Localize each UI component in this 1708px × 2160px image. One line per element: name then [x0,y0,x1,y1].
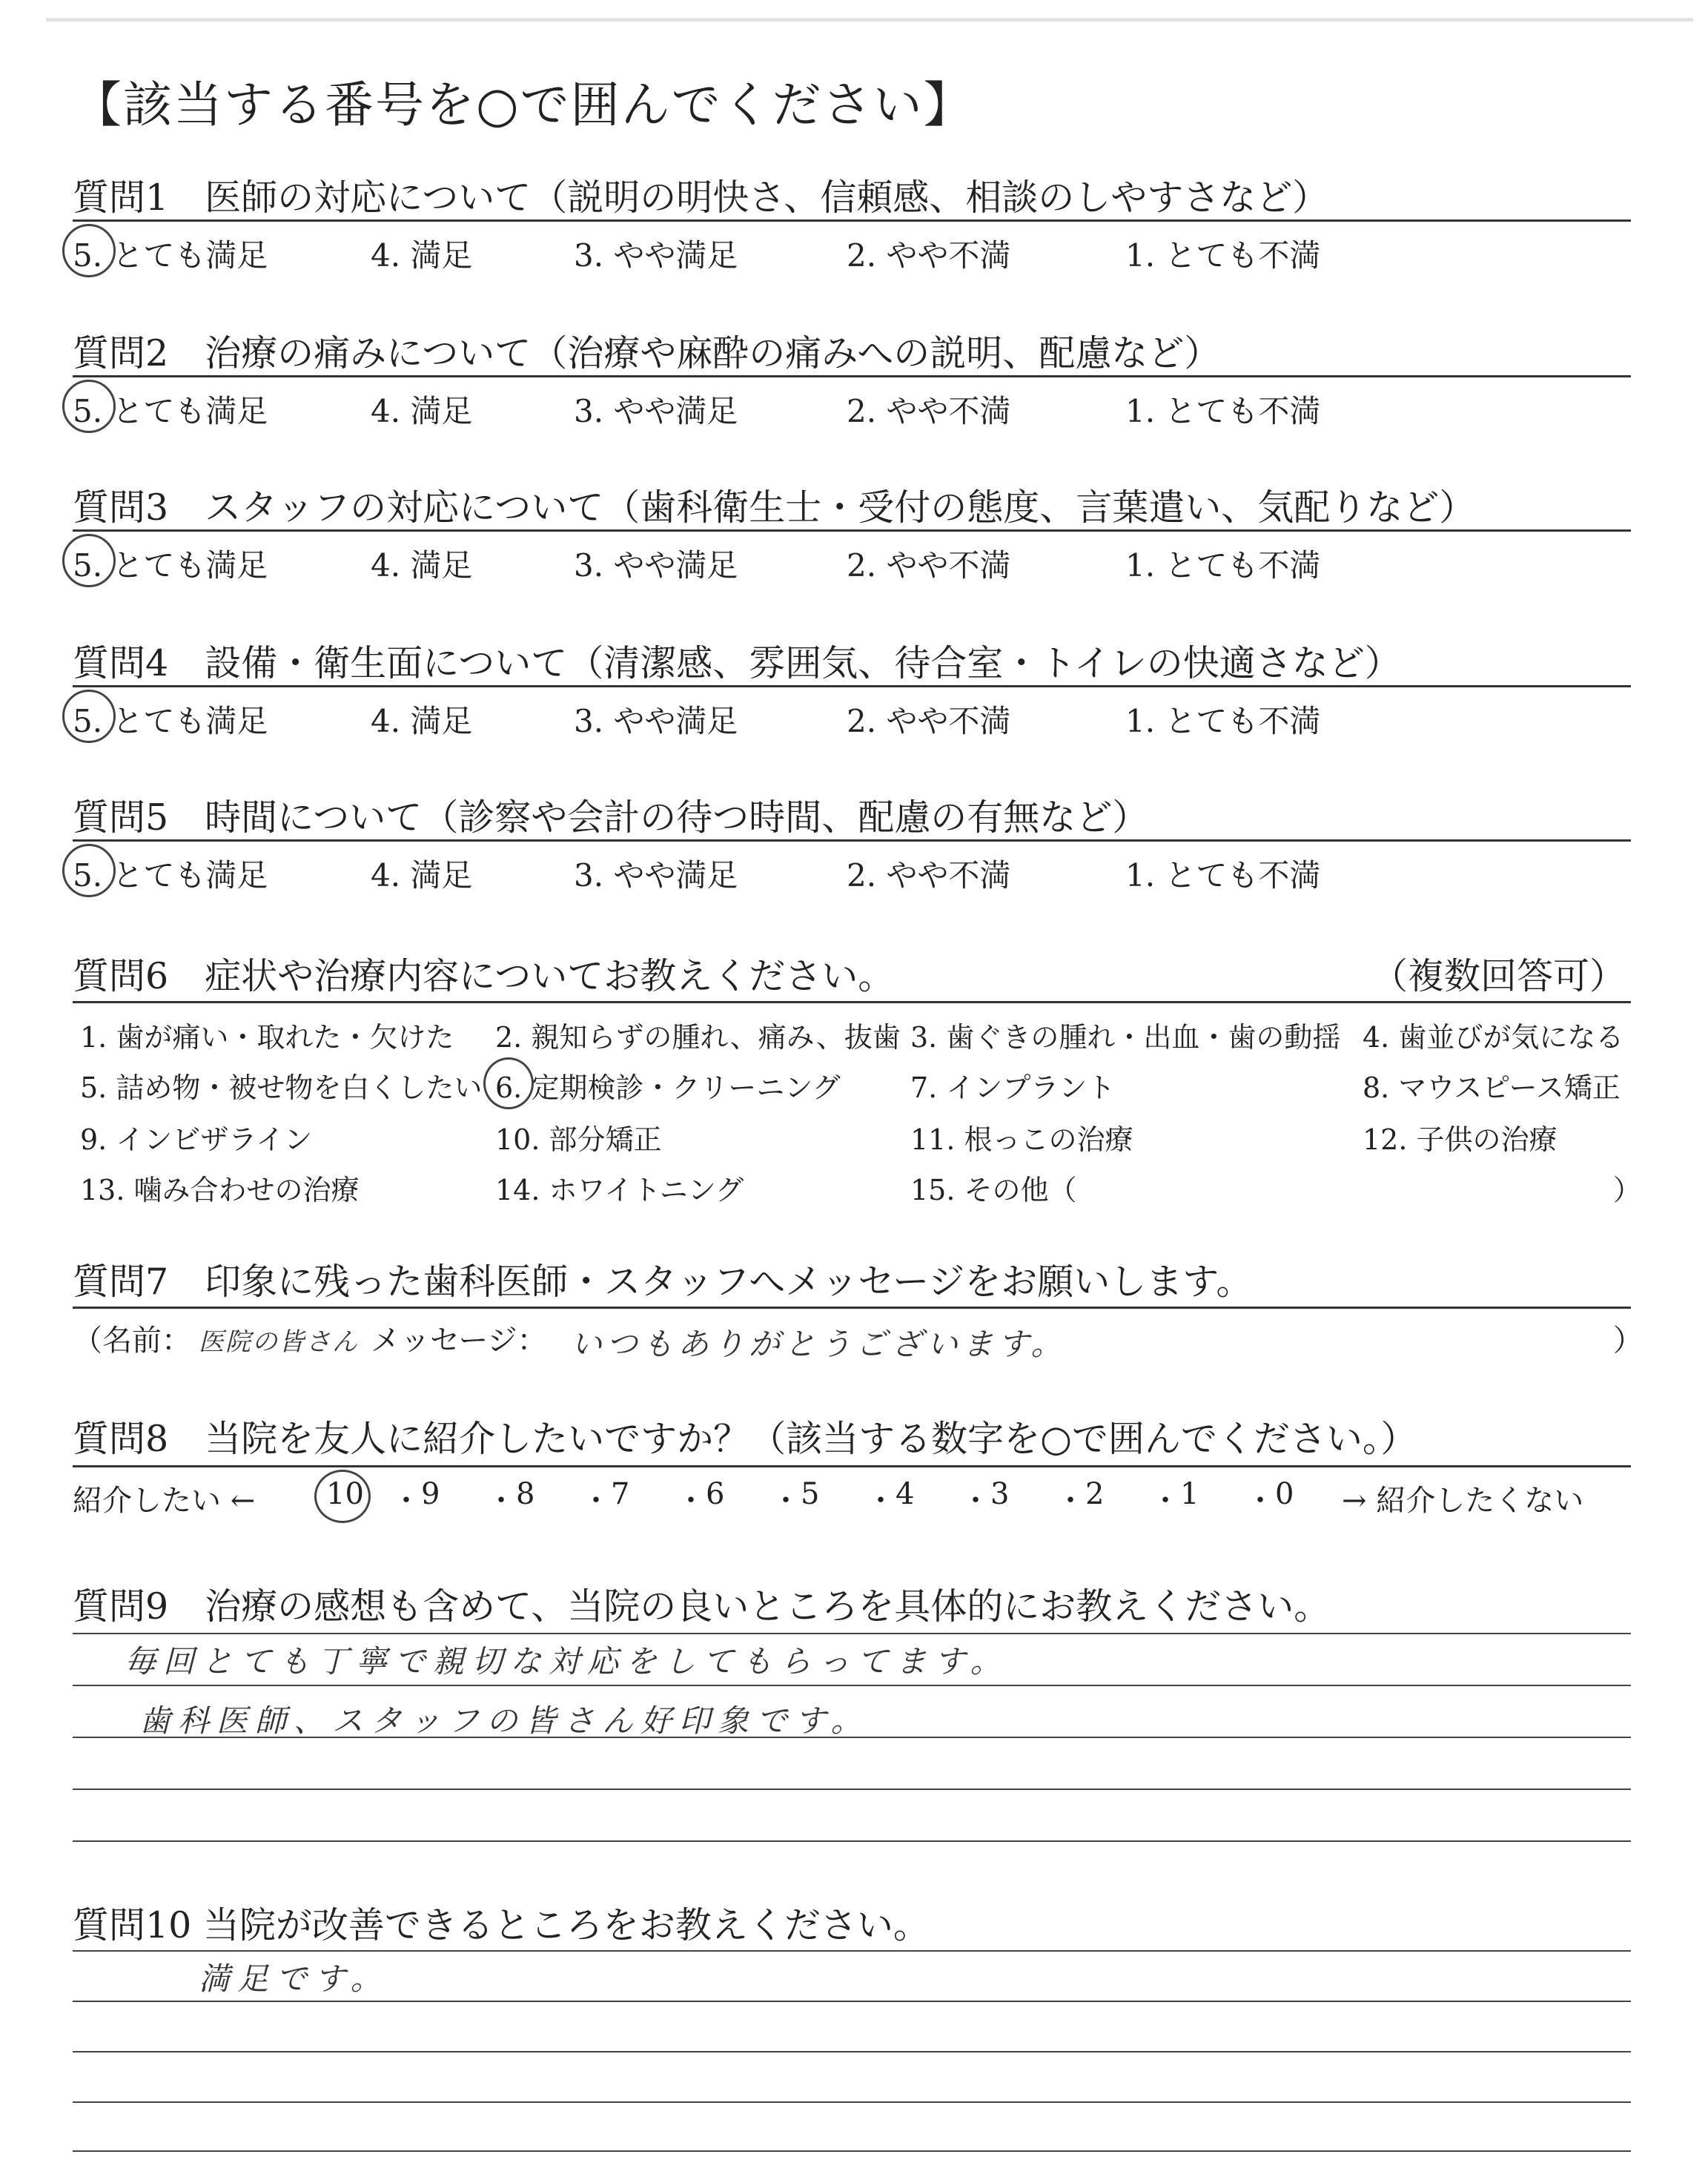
q6-item-8[interactable]: 8. マウスピース矯正 [1363,1071,1621,1104]
q8-number-2[interactable]: 2 [1085,1477,1105,1511]
q6-item-10[interactable]: 10. 部分矯正 [495,1123,662,1156]
q1-option-2[interactable]: 2. やや不満 [847,237,1011,274]
q8-separator-dot: ・ [391,1484,421,1518]
q8-number-6[interactable]: 6 [706,1477,725,1511]
q1-rule [73,219,1631,222]
q6-item-14[interactable]: 14. ホワイトニング [495,1174,744,1206]
q2-option-3[interactable]: 3. やや満足 [574,393,738,429]
q4-selected-circle [62,690,116,743]
q6-item-15[interactable]: 15. その他（ [910,1174,1077,1206]
q4-option-1[interactable]: 1. とても不満 [1125,703,1321,739]
q1-option-1[interactable]: 1. とても不満 [1125,237,1321,274]
q6-item-4[interactable]: 4. 歯並びが気になる [1363,1021,1624,1054]
q10-line-2 [73,2001,1631,2002]
q8-separator-dot: ・ [486,1484,516,1518]
q4-option-4[interactable]: 4. 満足 [371,703,473,739]
q5-option-1[interactable]: 1. とても不満 [1125,857,1321,894]
q9-answer-line-1[interactable]: 毎回とても丁寧で親切な対応をしてもらってます。 [125,1643,1009,1680]
q8-separator-dot: ・ [676,1484,706,1518]
q2-selected-circle [62,380,116,433]
q8-separator-dot: ・ [771,1484,801,1518]
q9-line-2 [73,1685,1631,1686]
q3-option-2[interactable]: 2. やや不満 [847,547,1011,584]
q7-name-label: （名前： [73,1324,191,1358]
q6-item-11[interactable]: 11. 根っこの治療 [910,1123,1133,1156]
q8-number-10[interactable]: 10 [326,1477,364,1511]
q2-option-2[interactable]: 2. やや不満 [847,393,1011,429]
q8-number-0[interactable]: 0 [1275,1477,1294,1511]
q2-option-5[interactable]: 5. とても満足 [73,393,268,429]
q3-selected-circle [62,534,116,587]
q6-item-7[interactable]: 7. インプラント [910,1071,1116,1104]
q7-message-label: メッセージ： [371,1324,547,1358]
q7-message-value[interactable]: いつもありがとうございます。 [571,1326,1067,1362]
q1-option-4[interactable]: 4. 満足 [371,237,473,274]
q5-option-4[interactable]: 4. 満足 [371,857,473,894]
q6-item-13[interactable]: 13. 噛み合わせの治療 [80,1174,360,1206]
q1-option-3[interactable]: 3. やや満足 [574,237,738,274]
q5-selected-circle [62,844,116,897]
q8-left-label: 紹介したい ← [73,1484,256,1518]
q2-title: 質問2 治療の痛みについて（治療や麻酔の痛みへの説明、配慮など） [73,332,1221,374]
q9-title: 質問9 治療の感想も含めて、当院の良いところを具体的にお教えください。 [73,1585,1331,1628]
q10-title: 質問10 当院が改善できるところをお教えください。 [73,1904,930,1946]
q8-number-3[interactable]: 3 [990,1477,1010,1511]
q5-option-3[interactable]: 3. やや満足 [574,857,738,894]
form-header: 【該当する番号を○で囲んでください】 [73,76,974,133]
q2-option-1[interactable]: 1. とても不満 [1125,393,1321,429]
q4-rule [73,685,1631,687]
q3-option-3[interactable]: 3. やや満足 [574,547,738,584]
q3-option-4[interactable]: 4. 満足 [371,547,473,584]
q2-option-4[interactable]: 4. 満足 [371,393,473,429]
q7-rule [73,1307,1631,1309]
q8-number-1[interactable]: 1 [1180,1477,1199,1511]
q8-number-8[interactable]: 8 [516,1477,535,1511]
q8-separator-dot: ・ [1151,1484,1180,1518]
q8-number-4[interactable]: 4 [896,1477,915,1511]
q8-rule [73,1465,1631,1467]
q6-item-5[interactable]: 5. 詰め物・被せ物を白くしたい [80,1071,483,1104]
q5-option-2[interactable]: 2. やや不満 [847,857,1011,894]
q8-separator-dot: ・ [866,1484,896,1518]
q6-item-6[interactable]: 6. 定期検診・クリーニング [495,1071,841,1104]
q8-number-5[interactable]: 5 [801,1477,820,1511]
q4-title: 質問4 設備・衛生面について（清潔感、雰囲気、待合室・トイレの快適さなど） [73,642,1401,684]
q6-item-12[interactable]: 12. 子供の治療 [1363,1123,1558,1156]
q1-selected-circle [62,224,116,277]
q6-rule [73,1001,1631,1003]
q10-line-5 [73,2150,1631,2152]
q2-rule [73,375,1631,377]
q8-number-7[interactable]: 7 [611,1477,630,1511]
q6-item-1[interactable]: 1. 歯が痛い・取れた・欠けた [80,1021,454,1054]
q8-separator-dot: ・ [581,1484,611,1518]
q3-option-5[interactable]: 5. とても満足 [73,547,268,584]
q5-option-5[interactable]: 5. とても満足 [73,857,268,894]
q10-line-3 [73,2051,1631,2052]
q6-selected-circle [483,1057,534,1109]
q5-rule [73,839,1631,842]
q8-separator-dot: ・ [1245,1484,1275,1518]
q3-option-1[interactable]: 1. とても不満 [1125,547,1321,584]
q5-title: 質問5 時間について（診察や会計の待つ時間、配慮の有無など） [73,796,1149,839]
q3-rule [73,529,1631,532]
q8-title: 質問8 当院を友人に紹介したいですか？（該当する数字を○で囲んでください。） [73,1418,1417,1460]
q6-item-3[interactable]: 3. 歯ぐきの腫れ・出血・歯の動揺 [910,1021,1341,1054]
q10-line-4 [73,2101,1631,2103]
q3-title: 質問3 スタッフの対応について（歯科衛生士・受付の態度、言葉遣い、気配りなど） [73,486,1476,529]
q4-option-2[interactable]: 2. やや不満 [847,703,1011,739]
q6-item-9[interactable]: 9. インビザライン [80,1123,313,1156]
q9-line-5 [73,1840,1631,1842]
q9-line-1 [73,1633,1631,1634]
q8-selected-circle [314,1470,371,1523]
q8-right-label: → 紹介したくない [1342,1484,1584,1518]
q1-title: 質問1 医師の対応について（説明の明快さ、信頼感、相談のしやすさなど） [73,176,1329,219]
q9-line-4 [73,1789,1631,1790]
q10-line-1 [73,1950,1631,1952]
q4-option-5[interactable]: 5. とても満足 [73,703,268,739]
q4-option-3[interactable]: 3. やや満足 [574,703,738,739]
q6-title: 質問6 症状や治療内容についてお教えください。 [73,955,895,997]
q9-answer-line-2[interactable]: 歯科医師、スタッフの皆さん好印象です。 [139,1702,870,1739]
q8-separator-dot: ・ [1056,1484,1085,1518]
q1-option-5[interactable]: 5. とても満足 [73,237,268,274]
q8-number-9[interactable]: 9 [421,1477,440,1511]
q10-answer-line-1[interactable]: 満足です。 [199,1961,389,1997]
q7-close-paren: ） [1613,1324,1643,1358]
q6-item-15-close: ） [1613,1174,1642,1206]
q6-note: （複数回答可） [1371,955,1626,997]
scan-top-edge [46,18,1693,22]
q7-name-value[interactable]: 医院の皆さん [199,1327,359,1357]
q8-separator-dot: ・ [961,1484,990,1518]
q7-title: 質問7 印象に残った歯科医師・スタッフへメッセージをお願いします。 [73,1261,1253,1303]
q6-item-2[interactable]: 2. 親知らずの腫れ、痛み、抜歯 [495,1021,901,1054]
